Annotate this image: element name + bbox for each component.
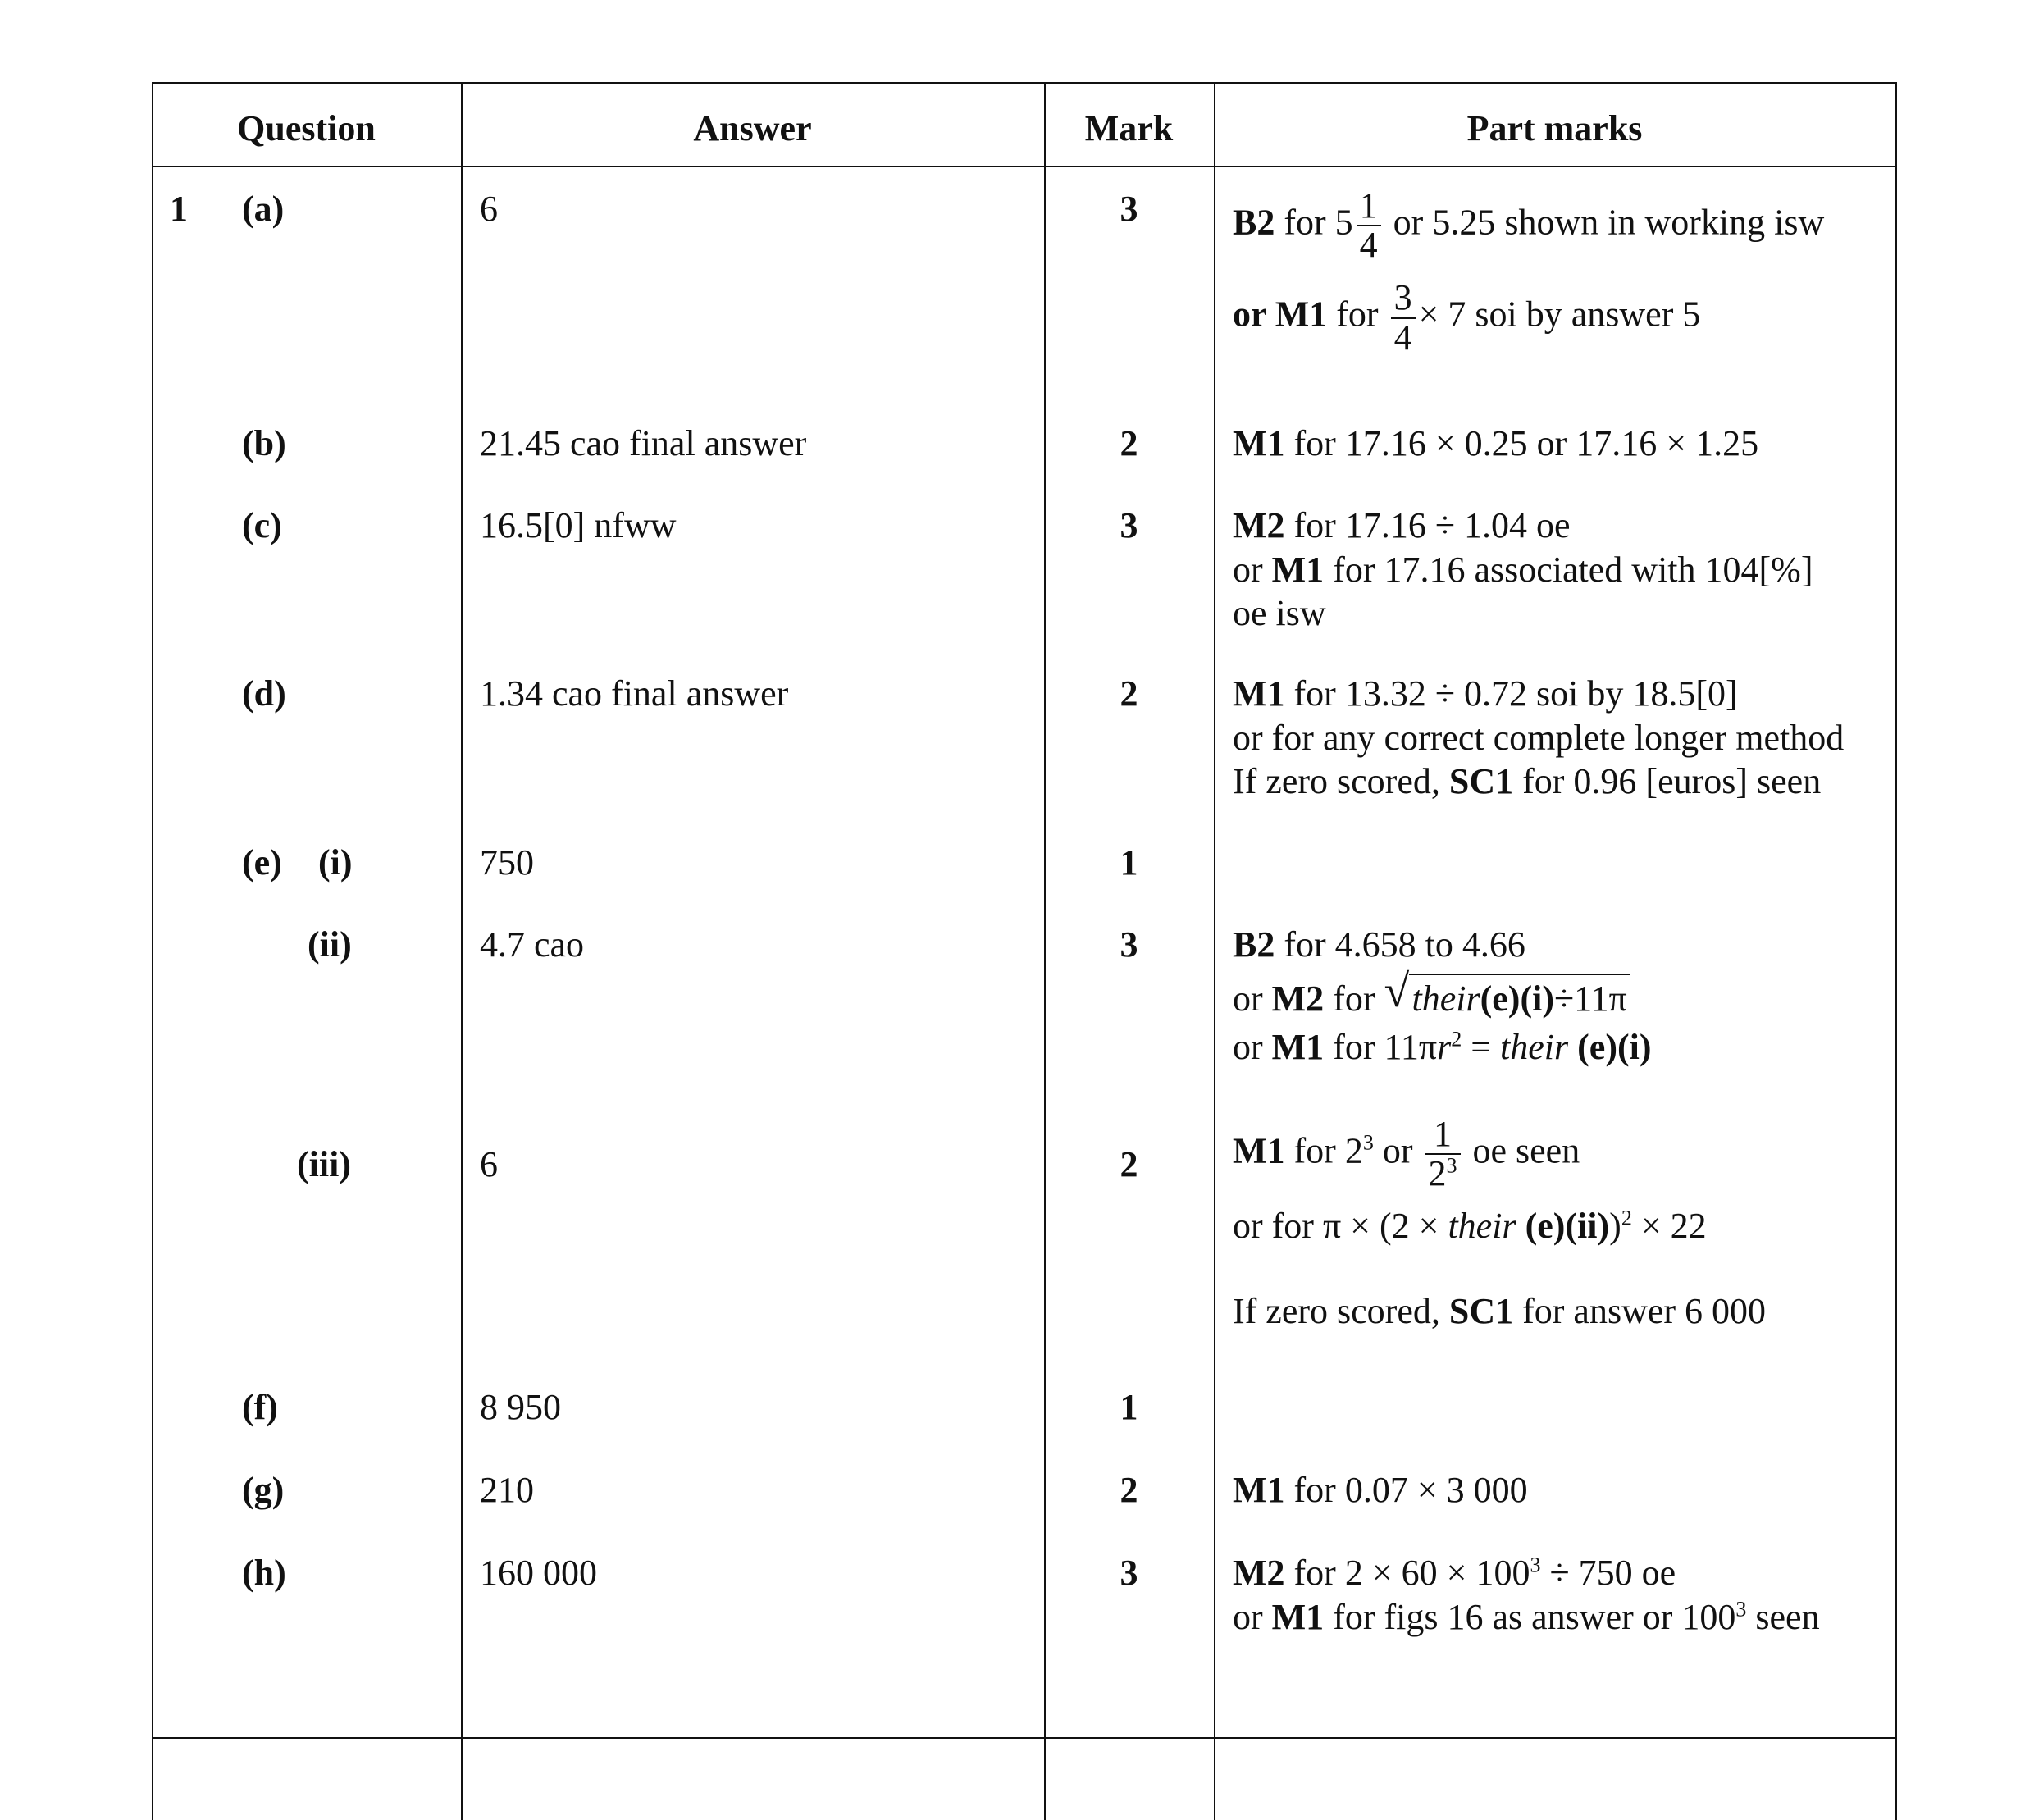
mark-e-ii: 3 bbox=[1120, 924, 1138, 965]
fraction-one-quarter: $\frac{1}{4}$ bbox=[1357, 187, 1381, 264]
answer-e-i: 750 bbox=[480, 842, 534, 883]
question-part-a: (a) bbox=[242, 189, 285, 229]
answer-g: 210 bbox=[480, 1470, 534, 1510]
part-marks-g: M1 for 0.07 × 3 000 bbox=[1233, 1470, 1528, 1510]
part-marks-e-iii: M1 for $2^3$ or $\frac{1}{2^3}$ oe seen or for π × (2 × their (e)(ii))$^2$ × 22 If zero scored, SC1 for answer 6 000 bbox=[1233, 1114, 1767, 1332]
answer-e-iii: 6 bbox=[480, 1144, 498, 1184]
question-sub-i: (i) bbox=[318, 842, 353, 883]
answer-b: 21.45 cao final answer bbox=[480, 423, 807, 463]
mark-g: 2 bbox=[1120, 1470, 1138, 1510]
header-part-marks: Part marks bbox=[1466, 108, 1643, 148]
answer-a: 6 bbox=[480, 189, 498, 229]
column-divider-answer bbox=[461, 82, 463, 1820]
question-part-h: (h) bbox=[242, 1553, 286, 1593]
mark-f: 1 bbox=[1120, 1387, 1138, 1427]
part-marks-h: M2 for $2 \times 60 \times 100^3 \div 750$ oe or M1 for figs 16 as answer or $100^3$ seen bbox=[1233, 1553, 1820, 1637]
question-sub-iii: (iii) bbox=[297, 1144, 351, 1184]
question-number: 1 bbox=[170, 189, 188, 229]
mark-h: 3 bbox=[1120, 1553, 1138, 1593]
header-mark: Mark bbox=[1084, 108, 1174, 148]
mark-a: 3 bbox=[1120, 189, 1138, 229]
column-divider-part-marks bbox=[1214, 82, 1215, 1820]
table-border-left bbox=[152, 82, 153, 1820]
mark-e-i: 1 bbox=[1120, 842, 1138, 883]
question-part-g: (g) bbox=[242, 1470, 285, 1510]
part-marks-a-line2: or M1 for $\frac{3}{4}$ × 7 soi by answer 5 bbox=[1233, 277, 1701, 358]
table-border-right bbox=[1895, 82, 1897, 1820]
part-marks-a bbox=[1233, 187, 1824, 357]
part-marks-c: M2 for 17.16 ÷ 1.04 oe or M1 for 17.16 associated with 104[%] oe isw bbox=[1233, 505, 1813, 634]
header-divider bbox=[152, 166, 1897, 167]
part-marks-e-ii: B2 for 4.658 to 4.66 or M2 for √ their(e)(i)÷11π or M1 for $11\pi r^2$ = their (e)(i) bbox=[1233, 924, 1652, 1068]
square-root-expression: √ their(e)(i)÷11π bbox=[1384, 974, 1630, 1021]
part-marks-b: M1 for 17.16 × 0.25 or 17.16 × 1.25 bbox=[1233, 423, 1759, 463]
fraction-three-quarters: $\frac{3}{4}$ bbox=[1391, 279, 1416, 356]
mark-e-iii: 2 bbox=[1120, 1144, 1138, 1184]
answer-e-ii: 4.7 cao bbox=[480, 924, 585, 965]
answer-d: 1.34 cao final answer bbox=[480, 673, 789, 714]
question-part-c: (c) bbox=[242, 505, 282, 545]
mark-scheme-table bbox=[152, 82, 1897, 1820]
mark-d: 2 bbox=[1120, 673, 1138, 714]
answer-h: 160 000 bbox=[480, 1553, 597, 1593]
mark-c: 3 bbox=[1120, 505, 1138, 545]
fraction-one-over-two-cubed: $\frac{1}{2^3}$ bbox=[1425, 1115, 1461, 1193]
answer-c: 16.5[0] nfww bbox=[480, 505, 677, 545]
header-answer: Answer bbox=[693, 108, 812, 148]
question-part-b: (b) bbox=[242, 423, 286, 463]
mark-b: 2 bbox=[1120, 423, 1138, 463]
part-marks-a-line1: B2 for 5 $\frac{1}{4}$ or 5.25 shown in working isw bbox=[1233, 185, 1825, 266]
question-sub-ii: (ii) bbox=[308, 924, 352, 965]
section-divider bbox=[152, 1737, 1897, 1739]
part-marks-d: M1 for 13.32 ÷ 0.72 soi by 18.5[0] or for any correct complete longer method If zero scored, SC1 for 0.96 [euros] seen bbox=[1233, 673, 1845, 802]
question-part-d: (d) bbox=[242, 673, 286, 714]
question-part-e: (e) bbox=[242, 842, 282, 883]
header-question: Question bbox=[237, 108, 376, 148]
answer-f: 8 950 bbox=[480, 1387, 561, 1427]
table-border-top bbox=[152, 82, 1897, 84]
question-part-f: (f) bbox=[242, 1387, 278, 1427]
